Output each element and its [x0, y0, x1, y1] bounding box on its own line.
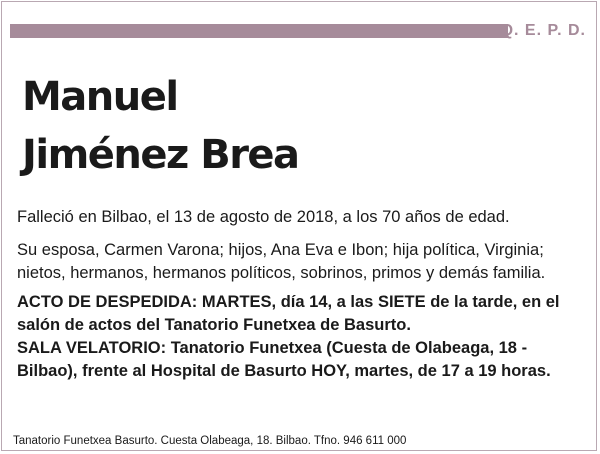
wake-room: SALA VELATORIO: Tanatorio Funetxea (Cuesta de Olabeaga, 18 - Bilbao), frente al Hospital de Basurto HOY, martes, de 17 a 19 horas.: [17, 339, 551, 380]
obituary-card: [1, 1, 597, 451]
death-notice: Falleció en Bilbao, el 13 de agosto de 2018, a los 70 años de edad.: [17, 208, 510, 226]
deceased-name: [22, 68, 299, 184]
farewell-ceremony: ACTO DE DESPEDIDA: MARTES, día 14, a las SIETE de la tarde, en el salón de actos del Tanatorio Funetxea de Basurto.: [17, 293, 560, 334]
header-bar: [10, 24, 508, 38]
qepd-label: Q. E. P. D.: [500, 22, 586, 39]
family-list: Su esposa, Carmen Varona; hijos, Ana Eva e Ibon; hija política, Virginia; nietos, hermanos, hermanos políticos, sobrinos, primos y demás familia.: [17, 241, 546, 282]
first-name: Manuel: [22, 74, 178, 120]
surnames: Jiménez Brea: [22, 132, 299, 178]
funeral-home-contact: Tanatorio Funetxea Basurto. Cuesta Olabeaga, 18. Bilbao. Tfno. 946 611 000: [13, 435, 407, 447]
obituary-body: [17, 206, 589, 383]
